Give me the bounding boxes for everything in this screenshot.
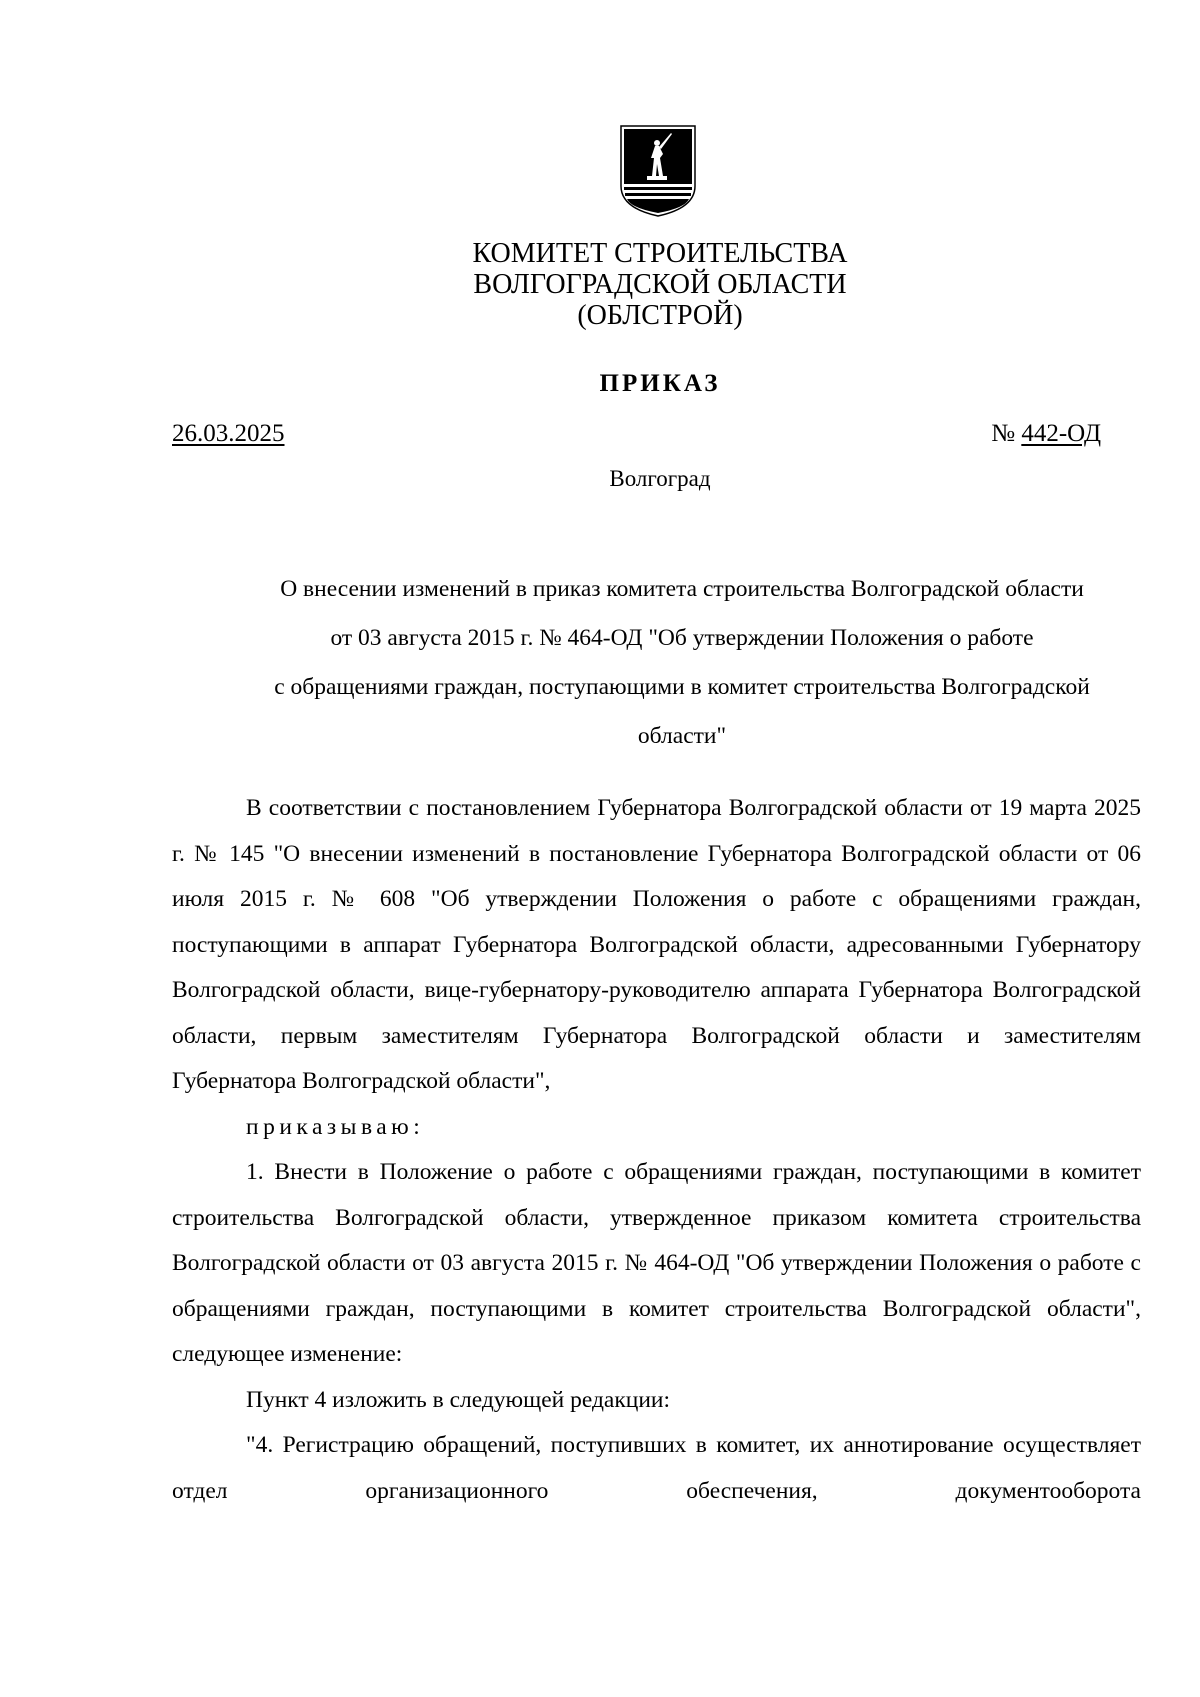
subject-line-2: от 03 августа 2015 г. № 464-ОД "Об утверждении Положения о работе <box>330 625 1034 651</box>
preamble-paragraph: В соответствии с постановлением Губернатора Волгоградской области от 19 марта 2025 г. № 145 "О внесении изменений в постановление Губернатора Волгоградской области от 06 июля 2015 г. № 608 "Об утверждении Положения о работе с обращениями граждан, поступающими в аппарат Губернатора Волгоградской области, адресованными Губернатору Волгоградской области, вице-губернатору-руководителю аппарата Губернатора Волгоградской области, первым заместителям Губернатора Волгоградской области и заместителям Губернатора Волгоградской области", <box>172 795 1141 1094</box>
number-prefix: № <box>991 420 1022 447</box>
document-type: ПРИКАЗ <box>599 370 721 397</box>
item-1-quote-paragraph: "4. Регистрацию обращений, поступивших в комитет, их аннотирование осуществляет отдел организационного обеспечения, документооборота <box>172 1432 1141 1504</box>
document-city: Волгоград <box>609 466 711 491</box>
subject-line-3: с обращениями граждан, поступающими в комитет строительства Волгоградской <box>274 674 1090 700</box>
document-body <box>172 786 1141 1514</box>
document-number <box>991 420 1101 448</box>
document-subject <box>218 565 1146 761</box>
subject-line-1: О внесении изменений в приказ комитета строительства Волгоградской области <box>280 576 1084 602</box>
number-value: 442-ОД <box>1021 420 1101 447</box>
org-line-1: КОМИТЕТ СТРОИТЕЛЬСТВА <box>472 238 848 269</box>
organization-name <box>360 238 960 331</box>
item-1-point-paragraph: Пункт 4 изложить в следующей редакции: <box>246 1386 671 1413</box>
org-line-2: ВОЛГОГРАДСКОЙ ОБЛАСТИ <box>473 269 847 300</box>
document-date: 26.03.2025 <box>172 420 285 447</box>
coat-of-arms-icon <box>619 124 697 218</box>
item-1-paragraph: 1. Внести в Положение о работе с обращениями граждан, поступающими в комитет строительства Волгоградской области, утвержденное приказом комитета строительства Волгоградской области от 03 августа 2015 г. № 464-ОД "Об утверждении Положения о работе с обращениями граждан, поступающими в комитет строительства Волгоградской области", следующее изменение: <box>172 1159 1141 1367</box>
order-word: приказываю: <box>246 1113 425 1140</box>
subject-line-4: области" <box>637 723 727 749</box>
org-line-3: (ОБЛСТРОЙ) <box>577 300 743 331</box>
